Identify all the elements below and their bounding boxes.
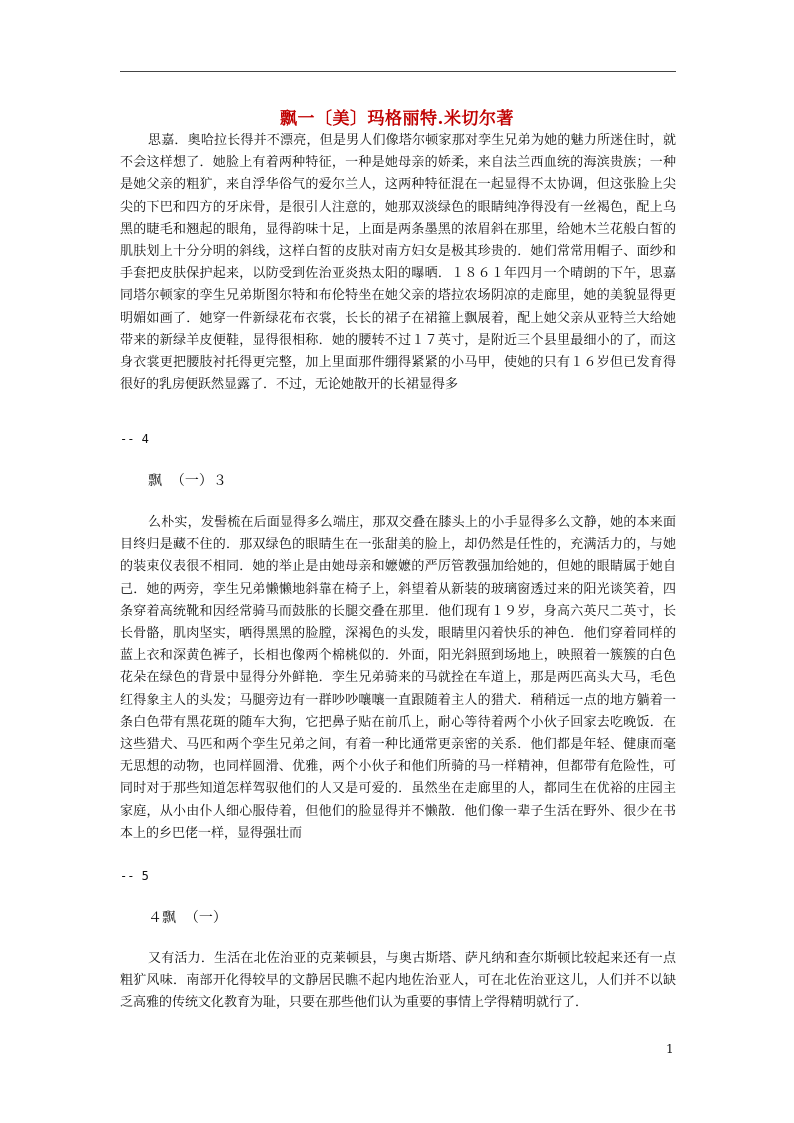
running-header: 飘 （一）３ xyxy=(148,473,227,489)
page-marker: -- 5 xyxy=(120,869,149,883)
page-number: 1 xyxy=(666,1042,674,1056)
running-header: ４飘 （一） xyxy=(148,910,227,926)
document-title: 飘一〔美〕玛格丽特.米切尔著 xyxy=(280,109,514,129)
body-paragraph: 思嘉．奥哈拉长得并不漂亮，但是男人们像塔尔顿家那对孪生兄弟为她的魅力所迷住时，就不会这样想了．她脸上有着两种特征，一种是她母亲的娇柔，来自法兰西血统的海滨贵族；一种是她父亲的粗犷，来自浮华俗气的爱尔兰人，这两种特征混在一起显得不太协调，但这张脸上尖尖的下巴和四方的牙床骨，是很引人注意的，她那双淡绿色的眼睛纯净得没有一丝褐色，配上乌黑的睫毛和翘起的眼角，显得韵味十足，上面是两条墨黑的浓眉斜在那里，给她木兰花般白皙的肌肤划上十分分明的斜线，这样白皙的皮肤对南方妇女是极其珍贵的．她们常常用帽子、面纱和手套把皮肤保护起来，以防受到佐治亚炎热太阳的曝晒．１８６１年四月一个晴朗的下午，思嘉同塔尔顿家的孪生兄弟斯图尔特和布伦特坐在她父亲的塔拉农场阴凉的走廊里，她的美貌显得更明媚如画了．她穿一件新绿花布衣裳，长长的裙子在裙箍上飘展着，配上她父亲从亚特兰大给她带来的新绿羊皮便鞋，显得很相称．她的腰转不过１７英寸，是附近三个县里最细小的了，而这身衣裳更把腰肢衬托得更完整，加上里面那件绷得紧紧的小马甲，使她的只有１６岁但已发育得很好的乳房便跃然显露了．不过，无论她散开的长裙显得多 xyxy=(120,133,676,393)
page-marker: -- 4 xyxy=(120,432,149,446)
body-paragraph: 又有活力．生活在北佐治亚的克莱顿县，与奥古斯塔、萨凡纳和查尔斯顿比较起来还有一点粗犷风味．南部开化得较早的文静居民瞧不起内地佐治亚人，可在北佐治亚这儿，人们并不以缺乏高雅的传统文化教育为耻，只要在那些他们认为重要的事情上学得精明就行了． xyxy=(120,951,676,1011)
header-rule xyxy=(120,71,676,72)
body-paragraph: 么朴实，发髻梳在后面显得多么端庄，那双交叠在膝头上的小手显得多么文静，她的本来面目终归是藏不住的．那双绿色的眼睛生在一张甜美的脸上，却仍然是任性的，充满活力的，与她的装束仪表很不相同．她的举止是由她母亲和嬷嬷的严厉管教强加给她的，但她的眼睛属于她自己．她的两旁，孪生兄弟懒懒地斜靠在椅子上，斜望着从新装的玻璃窗透过来的阳光谈笑着，四条穿着高统靴和因经常骑马而鼓胀的长腿交叠在那里．他们现有１９岁，身高六英尺二英寸，长长骨骼，肌肉坚实，晒得黑黑的脸膛，深褐色的头发，眼睛里闪着快乐的神色．他们穿着同样的蓝上衣和深黄色裤子，长相也像两个棉桃似的．外面，阳光斜照到场地上，映照着一簇簇的白色花朵在绿色的背景中显得分外鲜艳．孪生兄弟骑来的马就拴在车道上，那是两匹高头大马，毛色红得象主人的头发；马腿旁边有一群吵吵嚷嚷一直跟随着主人的猎犬．稍稍远一点的地方躺着一条白色带有黑花斑的随车大狗，它把鼻子贴在前爪上，耐心等待着两个小伙子回家去吃晚饭．在这些猎犬、马匹和两个孪生兄弟之间，有着一种比通常更亲密的关系．他们都是年轻、健康而毫无思想的动物，也同样圆滑、优雅，两个小伙子和他们所骑的马一样精神，但都带有危险性，可同时对于那些知道怎样驾驭他们的人又是可爱的．虽然坐在走廊里的人，都同生在优裕的庄园主家庭，从小由仆人细心服侍着，但他们的脸显得并不懒散．他们像一辈子生活在野外、很少在书本上的乡巴佬一样，显得强壮而 xyxy=(120,515,676,841)
